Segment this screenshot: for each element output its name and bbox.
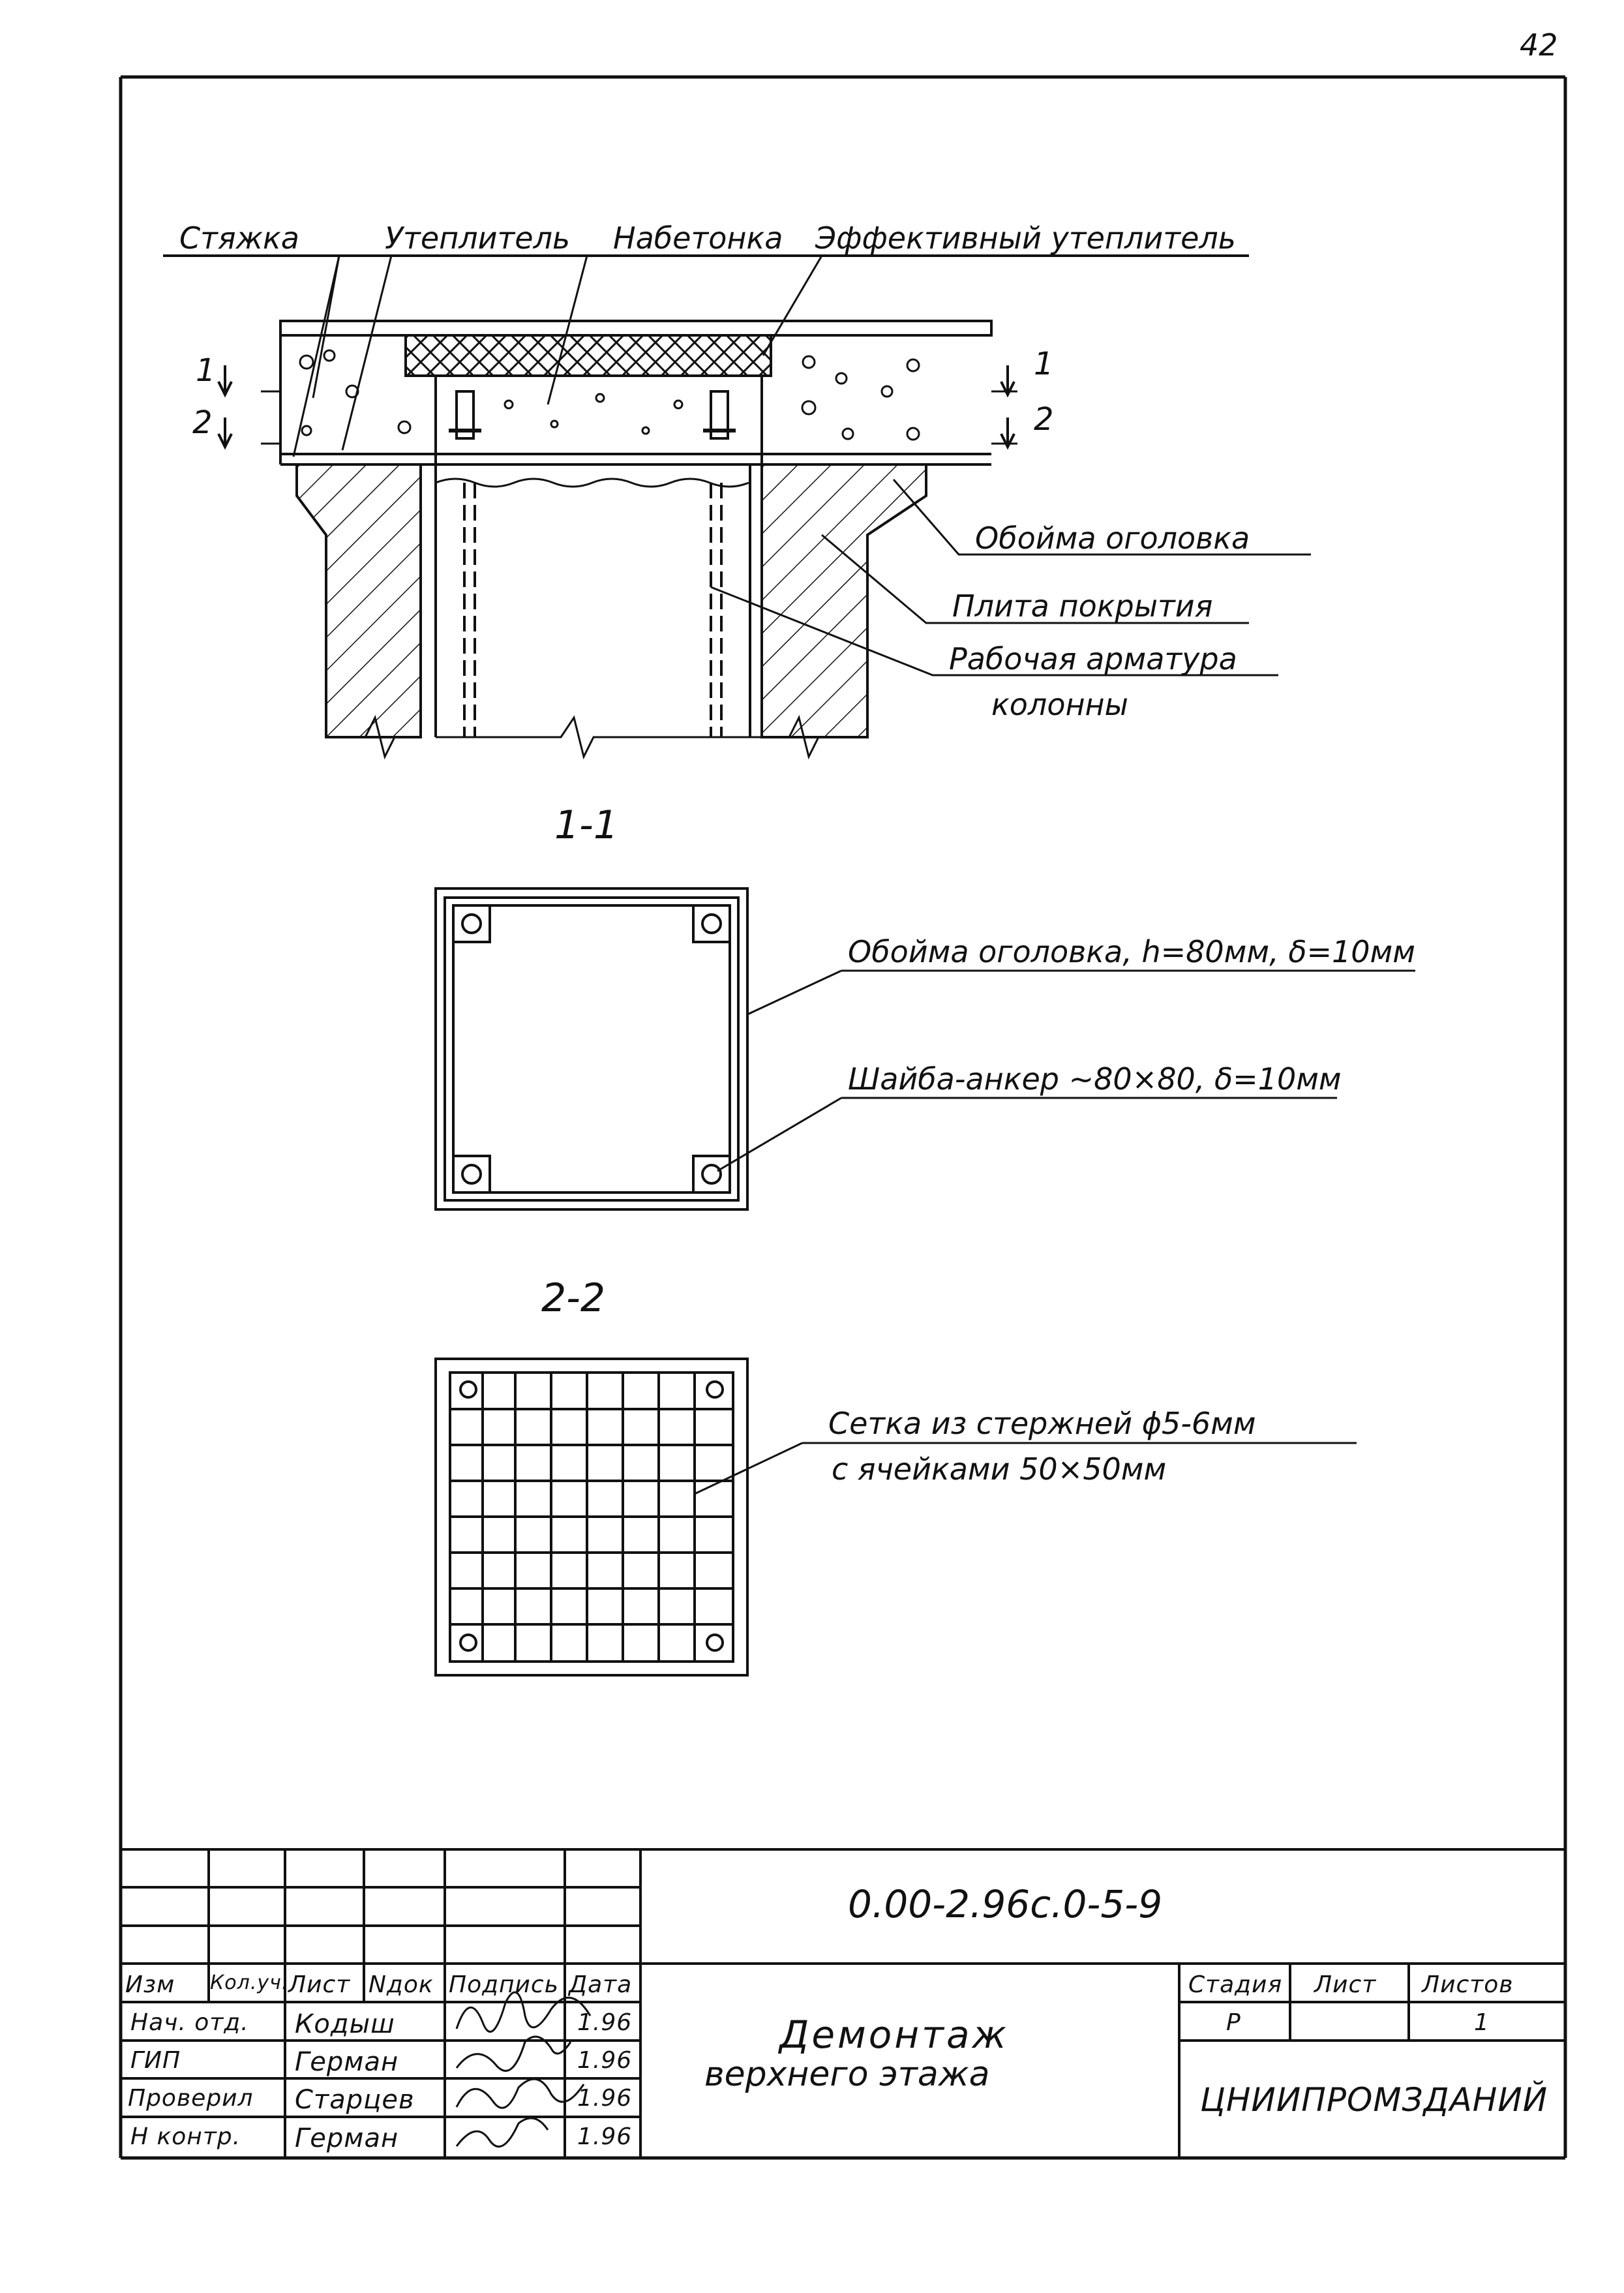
document-code: 0.00-2.96с.0-5-9	[848, 1882, 1163, 1926]
header-change: Изм	[125, 1971, 175, 1998]
main-section	[163, 256, 1311, 757]
name-row-2: Герман	[295, 2047, 399, 2077]
title-line-1: Демонтаж	[779, 2012, 1009, 2057]
organization: ЦНИИПРОМЗДАНИЙ	[1200, 2081, 1548, 2119]
header-sheet: Лист	[288, 1971, 351, 1998]
name-row-1: Кодыш	[295, 2009, 395, 2039]
page-number: 42	[1520, 27, 1558, 63]
name-row-4: Герман	[295, 2123, 399, 2153]
section-2-title: 2-2	[541, 1275, 605, 1321]
cut-mark-2-left: 2	[192, 404, 213, 441]
label-mesh: Сетка из стержней ϕ5-6мм	[828, 1406, 1256, 1441]
label-column: колонны	[991, 687, 1128, 722]
date-row-3: 1.96	[577, 2085, 633, 2112]
header-qty: Кол.уч.	[210, 1971, 289, 1994]
label-anchor-washer: Шайба-анкер ~80×80, δ=10мм	[848, 1061, 1342, 1097]
cut-mark-2-right: 2	[1034, 401, 1054, 438]
label-screed: Стяжка	[179, 220, 299, 256]
label-concrete-topping: Набетонка	[613, 220, 783, 256]
label-working-rebar: Рабочая арматура	[949, 641, 1237, 676]
label-collar-dimensions: Обойма оголовка, h=80мм, δ=10мм	[848, 934, 1415, 969]
sheet-frame	[121, 77, 1565, 2158]
role-row-2: ГИП	[130, 2047, 181, 2074]
header-date: Дата	[569, 1971, 633, 1998]
cut-mark-1-right: 1	[1034, 346, 1054, 382]
header-stage: Стадия	[1188, 1971, 1283, 1998]
date-row-1: 1.96	[577, 2009, 633, 2036]
header-sheets-total: Листов	[1422, 1971, 1514, 1998]
role-row-4: Н контр.	[130, 2123, 241, 2150]
sheets-total-value: 1	[1474, 2009, 1490, 2036]
label-insulation: Утеплитель	[385, 220, 571, 256]
cut-mark-1-left: 1	[196, 352, 216, 389]
date-row-2: 1.96	[577, 2047, 633, 2074]
title-line-2: верхнего этажа	[704, 2055, 990, 2094]
label-roof-slab: Плита покрытия	[952, 588, 1213, 624]
name-row-3: Старцев	[295, 2085, 415, 2115]
role-row-1: Нач. отд.	[130, 2009, 249, 2036]
header-doc-number: Nдок	[368, 1971, 434, 1998]
role-row-3: Проверил	[128, 2085, 254, 2112]
label-effective-insulation: Эффективный утеплитель	[815, 220, 1236, 256]
header-signature: Подпись	[449, 1971, 559, 1998]
label-head-collar: Обойма оголовка	[975, 521, 1250, 556]
date-row-4: 1.96	[577, 2123, 633, 2150]
label-mesh-cells: с ячейками 50×50мм	[832, 1451, 1167, 1487]
header-sheet-no: Лист	[1314, 1971, 1377, 1998]
section-1-title: 1-1	[554, 802, 618, 848]
stage-value: Р	[1226, 2009, 1241, 2036]
